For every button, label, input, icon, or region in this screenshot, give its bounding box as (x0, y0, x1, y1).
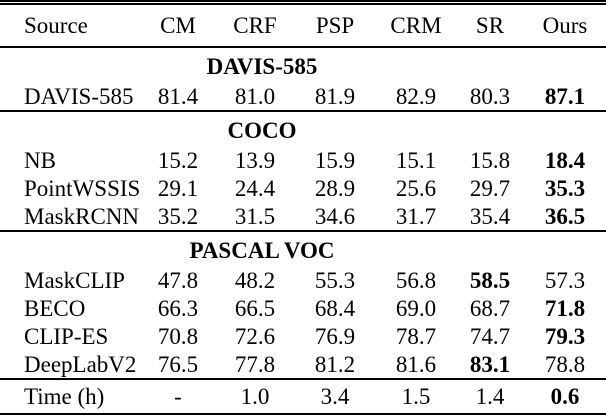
table-row (0, 82, 606, 111)
value-cell: 35.2 (140, 202, 216, 231)
section-pad-cell (524, 111, 606, 146)
section-pad-cell (524, 231, 606, 266)
value-cell: 15.8 (469, 147, 511, 173)
col-header-source: Source (0, 5, 140, 47)
value-cell: 81.4 (140, 82, 216, 111)
footer-row (0, 379, 606, 413)
value-cell: 74.7 (469, 323, 511, 349)
value-cell: 58.5 (469, 267, 511, 293)
value-cell: 29.7 (469, 175, 511, 201)
value-cell: 57.3 (544, 267, 586, 293)
value-cell: 0.6 (550, 384, 580, 409)
table-row (0, 266, 606, 294)
row-source-label: PointWSSIS (24, 175, 141, 201)
table-row (0, 174, 606, 202)
section-row (0, 47, 606, 82)
table-row (0, 202, 606, 231)
row-source-label: MaskRCNN (0, 202, 140, 231)
row-source-label: MaskCLIP (24, 267, 125, 293)
value-cell: 28.9 (314, 175, 356, 201)
value-cell: 69.0 (395, 295, 437, 321)
col-header-sr: SR (456, 5, 524, 47)
value-cell: 13.9 (234, 147, 276, 173)
value-cell: 68.4 (314, 295, 356, 321)
row-source-label: NB (24, 147, 56, 173)
col-header-crm: CRM (376, 5, 456, 47)
value-cell: 76.9 (314, 323, 356, 349)
value-cell: 83.1 (456, 350, 524, 379)
value-cell: 1.0 (240, 384, 270, 409)
value-cell: 35.3 (544, 175, 586, 201)
section-title: COCO (227, 117, 297, 143)
value-cell: 56.8 (395, 267, 437, 293)
value-cell: 78.8 (524, 350, 606, 379)
row-source-label: DAVIS-585 (0, 82, 140, 111)
value-cell: 66.5 (234, 295, 276, 321)
col-header-crf: CRF (216, 5, 294, 47)
section-title: PASCAL VOC (189, 237, 335, 263)
value-cell: 48.2 (234, 267, 276, 293)
value-cell: 81.6 (376, 350, 456, 379)
value-cell: 35.4 (456, 202, 524, 231)
section-pad-cell (524, 47, 606, 82)
value-cell: 31.5 (216, 202, 294, 231)
value-cell: 31.7 (376, 202, 456, 231)
value-cell: 72.6 (234, 323, 276, 349)
value-cell: 1.4 (475, 384, 505, 409)
value-cell: 80.3 (456, 82, 524, 111)
value-cell: 15.2 (157, 147, 199, 173)
value-cell: 71.8 (544, 295, 586, 321)
row-source-label: Time (h) (24, 384, 105, 409)
value-cell: 15.9 (314, 147, 356, 173)
value-cell: 36.5 (524, 202, 606, 231)
value-cell: 78.7 (395, 323, 437, 349)
col-header-psp: PSP (294, 5, 376, 47)
section-title: DAVIS-585 (206, 53, 318, 79)
value-cell: 79.3 (544, 323, 586, 349)
value-cell: 55.3 (314, 267, 356, 293)
row-source-label: BECO (24, 295, 86, 321)
table-row (0, 294, 606, 322)
value-cell: 24.4 (234, 175, 276, 201)
table-row (0, 350, 606, 379)
value-cell: 18.4 (544, 147, 586, 173)
value-cell: 47.8 (157, 267, 199, 293)
value-cell: - (174, 384, 182, 409)
value-cell: 77.8 (216, 350, 294, 379)
row-source-label: DeepLabV2 (0, 350, 140, 379)
table-row (0, 146, 606, 174)
col-header-cm: CM (140, 5, 216, 47)
value-cell: 70.8 (157, 323, 199, 349)
value-cell: 81.0 (216, 82, 294, 111)
value-cell: 66.3 (157, 295, 199, 321)
value-cell: 76.5 (140, 350, 216, 379)
value-cell: 25.6 (395, 175, 437, 201)
section-row (0, 111, 606, 146)
value-cell: 87.1 (524, 82, 606, 111)
value-cell: 29.1 (157, 175, 199, 201)
col-header-ours: Ours (524, 5, 606, 47)
section-row (0, 231, 606, 266)
value-cell: 1.5 (401, 384, 431, 409)
benchmark-comparison-table (0, 5, 606, 413)
value-cell: 34.6 (294, 202, 376, 231)
value-cell: 3.4 (320, 384, 350, 409)
row-source-label: CLIP-ES (24, 323, 109, 349)
value-cell: 68.7 (469, 295, 511, 321)
value-cell: 82.9 (376, 82, 456, 111)
value-cell: 15.1 (395, 147, 437, 173)
table-body (0, 47, 606, 413)
value-cell: 81.2 (294, 350, 376, 379)
value-cell: 81.9 (294, 82, 376, 111)
table-row (0, 322, 606, 350)
header-row (0, 5, 606, 47)
